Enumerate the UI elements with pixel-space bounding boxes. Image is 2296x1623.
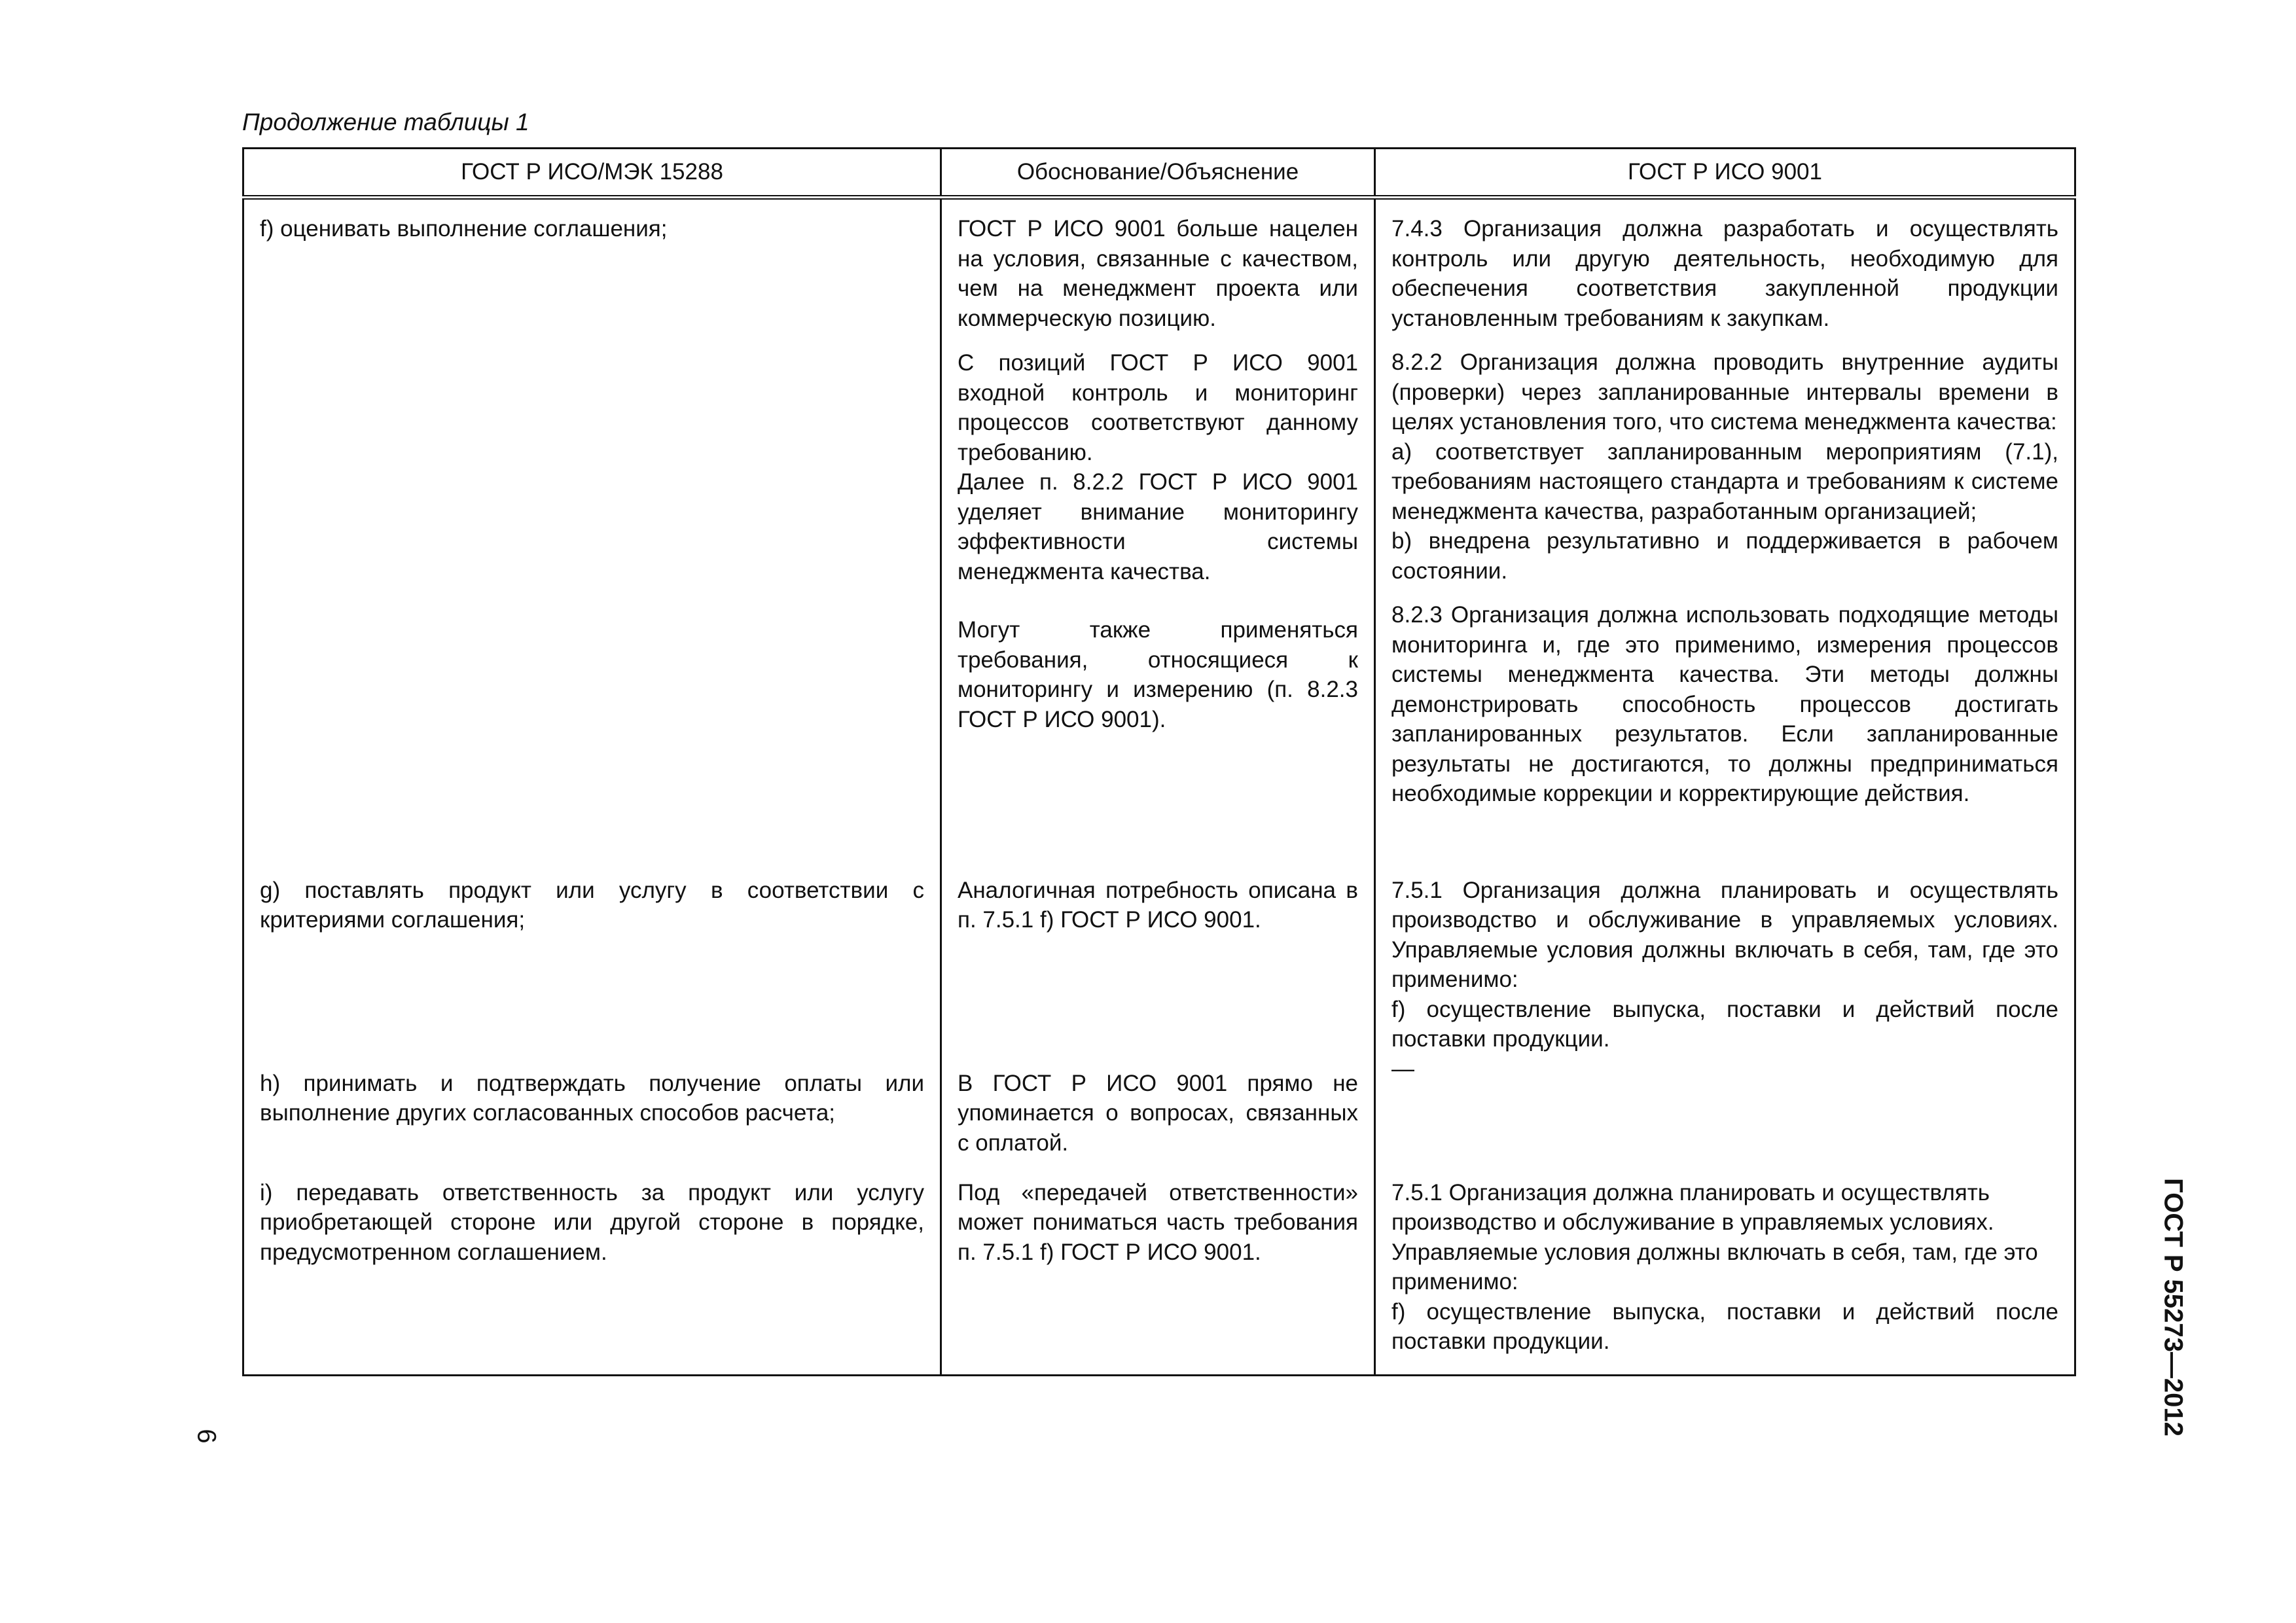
- cell-requirement: [243, 861, 941, 1054]
- requirement-text: h) принимать и подтверждать получение оплаты или выполнение других согласованных способов расчета;: [260, 1070, 924, 1126]
- table-row: [243, 861, 2075, 1054]
- justification-text: В ГОСТ Р ИСО 9001 прямо не упоминается о вопросах, связанных с оплатой.: [958, 1070, 1358, 1156]
- clause-text: 7.5.1 Организация должна планировать и осуществлять производство и обслуживание в управляемых условиях. Управляемые условия должны включать в себя, там, где это применимо:: [1391, 1179, 2038, 1294]
- cell-justification: [941, 861, 1375, 1054]
- clause-text: f) осуществление выпуска, поставки и действий после поставки продукции.: [1391, 1298, 2058, 1354]
- justification-text: Под «передачей ответственности» может пониматься часть требования п. 7.5.1 f) ГОСТ Р ИСО 9001.: [958, 1179, 1358, 1265]
- requirement-text: f) оценивать выполнение соглашения;: [260, 216, 668, 241]
- justification-text: Могут также применяться требования, относящиеся к мониторингу и измерению (п. 8.2.3 ГОСТ Р ИСО 9001).: [958, 617, 1358, 732]
- cell-gost-9001: [1375, 1164, 2075, 1376]
- table-caption: Продолжение таблицы 1: [242, 109, 529, 135]
- table-header-row: [243, 149, 2075, 198]
- cell-gost-9001: [1375, 198, 2075, 861]
- justification-text: ГОСТ Р ИСО 9001 больше нацелен на условия, связанные с качеством, чем на менеджмент проекта или коммерческую позицию.: [958, 216, 1358, 331]
- clause-text: 8.2.3 Организация должна использовать подходящие методы мониторинга и, где это применимо, измерения процессов системы менеджмента качества. Эти методы должны демонстрировать способность процессов достигать запланированных результатов. Если запланированные результаты не достигаются, то должны предприниматься необходимые коррекции и корректирующие действия.: [1391, 602, 2058, 806]
- header-gost-9001: ГОСТ Р ИСО 9001: [1375, 149, 2075, 198]
- table-row: [243, 1054, 2075, 1164]
- cell-requirement: [243, 1164, 941, 1376]
- clause-text: f) осуществление выпуска, поставки и действий после поставки продукции.: [1391, 996, 2058, 1052]
- requirement-text: i) передавать ответственность за продукт или услугу приобретающей стороне или другой стороне в порядке, предусмотренном соглашением.: [260, 1179, 924, 1265]
- table-row: [243, 1164, 2075, 1376]
- justification-text: Аналогичная потребность описана в п. 7.5.1 f) ГОСТ Р ИСО 9001.: [958, 877, 1358, 933]
- comparison-table: [242, 147, 2076, 1376]
- header-justification: Обоснование/Объяснение: [941, 149, 1375, 198]
- justification-text: Далее п. 8.2.2 ГОСТ Р ИСО 9001 уделяет внимание мониторингу эффективности системы менеджмента качества.: [958, 469, 1358, 584]
- cell-requirement: [243, 1054, 941, 1164]
- table-row: [243, 198, 2075, 861]
- cell-justification: [941, 1054, 1375, 1164]
- clause-text: 8.2.2 Организация должна проводить внутренние аудиты (проверки) через запланированные интервалы времени в целях установления того, что система менеджмента качества:: [1391, 349, 2058, 435]
- cell-justification: [941, 198, 1375, 861]
- cell-gost-9001: [1375, 861, 2075, 1054]
- header-gost-15288: ГОСТ Р ИСО/МЭК 15288: [243, 149, 941, 198]
- clause-text: a) соответствует запланированным мероприятиям (7.1), требованиям настоящего стандарта и требованиям к системе менеджмента качества, разработанным организацией;: [1391, 438, 2058, 524]
- clause-text: b) внедрена результативно и поддерживается в рабочем состоянии.: [1391, 528, 2058, 584]
- cell-gost-9001-empty: —: [1375, 1054, 2075, 1164]
- clause-text: 7.5.1 Организация должна планировать и осуществлять производство и обслуживание в управляемых условиях. Управляемые условия должны включать в себя, там, где это применимо:: [1391, 877, 2058, 992]
- page-number: 6: [192, 1429, 221, 1444]
- standard-code: ГОСТ Р 55273—2012: [2159, 1178, 2188, 1436]
- cell-justification: [941, 1164, 1375, 1376]
- requirement-text: g) поставлять продукт или услугу в соответствии с критериями соглашения;: [260, 877, 924, 933]
- clause-text: 7.4.3 Организация должна разработать и осуществлять контроль или другую деятельность, необходимую для обеспечения соответствия закупленной продукции установленным требованиям к закупкам.: [1391, 216, 2058, 331]
- justification-text: С позиций ГОСТ Р ИСО 9001 входной контроль и мониторинг процессов соответствуют данному требованию.: [958, 350, 1358, 465]
- cell-requirement: [243, 198, 941, 861]
